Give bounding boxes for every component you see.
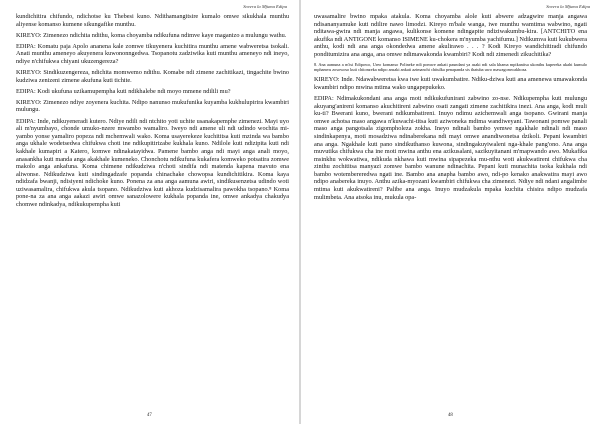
paragraph: EDIPA: Kodi ukufuna uzikamupempha kuti ndikhalebe ndi moyo mmene ndilili mu? <box>16 87 231 95</box>
paragraph: KIREYO: Zimenezo ndiye zoyenera kuchita. Ndipo nanunso mukufunika kuyamba kukhulupirira kwambiri mulungu. <box>16 98 289 114</box>
paragraph: kundichitira chifundo, ndichotse ku Thebesi kuno. Ndithamangitsire kumalo omwe sikukhala munthu aliyense komanso kumene sikungafike munthu. <box>16 13 289 28</box>
page-number-left: 47 <box>147 413 152 418</box>
running-header-right: Sovera la Mfuma Edipa <box>546 4 590 9</box>
paragraph: EDIPA: Inde, ndikuyeneradi kutero. Ndiye ndili ndi ntchito yoti uchite usanakapemphe zimenezi. Mayi uyo ali m'nyumbayo, chonde umuko-nzere mwambo wamaliro. Iweyo ndi amene uli ndi udindo wochita mi-yambo yonse yamaliro popeza ndi mchemwali wako. Koma usayerekeze kuchititsa kuti mzinda wa bambo anga ukhale wodetsedwa chifukwa choti ine ndikupitirizabe kukhala kuno. Ndilole kuti ndizipita kuti ndi kakhale kumapiri a Katero, komwe ndinakatayidwa. Pamene bambo anga ndi mayi anga anali moyo, anasankha kuti manda anga akakhale kumeneko. Chonchotu ndikufuna kukafera komweko potsatira zomwe makolo anga ankafuna. Koma chimene ndikudziwa n'choti sindifa ndi matenda kapena mavuto ena aliwonse. Ndikudziwa kuti sindingadzafe popanda chinachake chowopsa kundichitikira. Koma kaya ndidzafa bwanji, ndisiyeni ndichoke kuno. Ponena za ana anga aamuna awiri, sindikusenzetsa udindo woti uziwasamalira, chifukwa akula tsopano. Ndikudziwa kuti akhoza kudzisamalira pawokha tsopano.⁸ Koma pone-na za ana anga aakazi awiri omwe sanazolowere kukhala popanda ine, omwe ankadya chakudya chomwe ndinkadya, ndikukupempha kuti <box>16 117 289 209</box>
paragraph: EDIPA: Ndimakukondani ana anga moti ndikukufunirani zabwino zo-nse. Ndikupempha kuti mulungu akuyang'anireni komanso akuchitireni zabwino osati zangati zimene zachitikira inezi. Ana anga, kodi muli ku-ti? Bwerani kuno, bwerani ndikumbatireni. Inuyo ndimu azichemwali anga tsopano. Gwirani manja omwe achotsa maso angawa n'kuwachi-titsa kuti aziwoneka mdima wandiweyani. Tawonani pomwe panali maso anga pangotsala zigompholeza zokha. Ineyo ndinali bambo yemwe ngakhale ndinali ndi maso sindinkapenya, moti mosadziwa ndinaberekana ndi mayi omwe anandiwonetsa dzikoli. Pepani kwambiri ana anga. Ngakhale kuti pano sindikuthanso kuwona, sindingakuyiwaleni nga-khale pang'ono. Ana anga muvutika chifukwa cha ine moti mwina anthu ena azikusalani, sazikuyitanani m'mapwando awo. Mukafika msinkhu wokwatiwa, ndikuda nkhawa kuti mwina sipapezeka mu-nthu woti akukwatireni chifukwa cha zinthu zochititsa manyazi zomwe bambo wanune ndinachita. Pepani kuti munachita tsoka kukhala ndi bambo wotembereredwa ngati ine. Bambo ana anapha bambo awo, ndi-po kenako anakwatira mayi awo ndipo anabereka inuyo. Anthu azika-myozani kwambiri chifukwa cha zimenezi. Ndiye ndi ndani angalimbe mtima kuti akukwatireni? Palibe ana anga. Inuyo mudzakula mpaka kuchita chisira ndipo mudzafa mulimbeta. Ana atsoka inu, mukula opa- <box>314 94 587 201</box>
paragraph: EDIPA: Komatu paja Apolo ananena kale zomwe tikuyenera kuchitira munthu amene wabweretsa tsokali. Anati munthu ameneyo akuyenera kuwononngedwa. Tsopanotu zadziwika kuti munthu ameneyo ndi ineyo, ndiye n'chifukwa chiyani ukuzengereza? <box>16 42 289 65</box>
left-page <box>0 0 299 424</box>
left-page-text <box>16 13 289 212</box>
paragraph: uwasamalire bwino mpaka atakula. Koma choyamba alole kuti abwere adzagwire manja angawa ndisananyamuke kuti ndilire nawo limodzi. Kireyo m'bale wanga, iwe munthu wamtima wabwino, ngati nditawa-gwira ndi manja angawa, kulikonse komene ndingapite ndiziwakumbu-kira. [ANTCHITO ena akufika ndi ANTIGONE komanso ISIMENE ku-chokera m'nyumba yachifumu.] Ndikumva kuti kukubwera anthu, kodi ndi ana anga okondedwa amene akulirawo . . . ? Kodi Kireyo wandichitiradi chifundo ponditumizira ana anga, ana omwe ndimawakonda kwambiri? Kodi ndi zimenedi zikuchitika? <box>314 13 587 58</box>
paragraph: KIREYO: Inde. Ndawabweretsa kwa iwe kuti uwakumbatire. Ndiku-dziwa kuti ana amenewa umawakonda kwambiri ndipo mwina mtima wako ungapepukeko. <box>314 76 587 91</box>
right-page <box>301 0 600 424</box>
paragraph: KIREYO: Zimenezo ndichita ndithu, koma choyamba ndikufuna ndimve kaye maganizo a mulungu wathu. <box>16 31 287 39</box>
footnote: 8. Ana aamuna a m'tsi Edipowo, Ureo komanso Polineke ndi pomwe ankati paundani ya asaki ndi sala khama mpikanitsa ukonthu kupereka ukahi kumulo mphamvu zosowoso kuti chitonzeka ndipo ansaki ankati azimanchi chitulka penapanda sis thatuba uwo mawagomwakhoza. <box>314 62 587 73</box>
page-number-right: 48 <box>448 413 453 418</box>
right-page-text <box>314 13 587 205</box>
running-header-left: Sovera la Mfuma Edipa <box>243 4 287 9</box>
paragraph: KIREYO: Sindikuzengereza, ndichita momwemo ndithu. Komabe ndi zimene zachitikazi, tingachite bwino kudziwa zenizeni zimene akufuna kuti tichite. <box>16 69 289 84</box>
